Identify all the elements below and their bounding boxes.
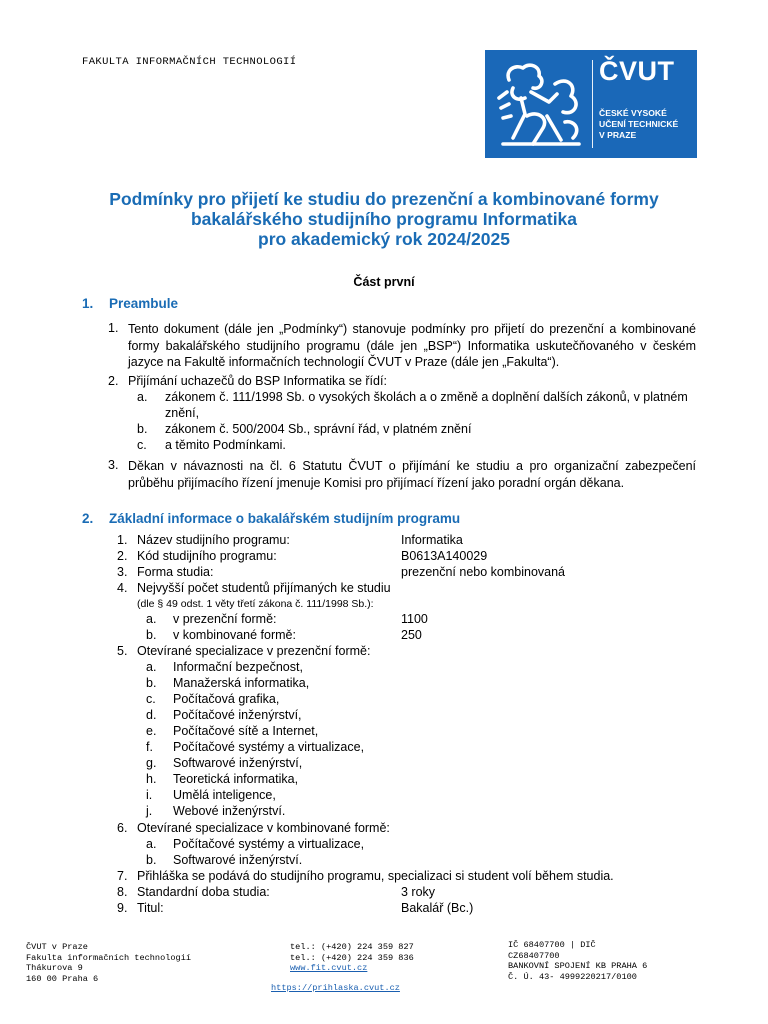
section-heading-preambule	[82, 296, 682, 314]
logo-subtitle	[599, 108, 678, 141]
footer-line: 160 00 Praha 6	[26, 973, 99, 984]
info-value: prezenční nebo kombinovaná	[401, 565, 566, 579]
info-value: B0613A140029	[401, 549, 488, 563]
info-value: 250	[401, 628, 422, 642]
footer-ids	[508, 940, 647, 982]
section-heading-basic-info	[82, 511, 682, 529]
sub-letter: h.	[146, 772, 157, 786]
paragraph-line: Děkan v návaznosti na čl. 6 Statutu ČVUT o přijímání ke studiu a pro organizační zabezpečení	[128, 459, 696, 473]
list-number: 2.	[108, 374, 119, 388]
info-label: Název studijního programu:	[137, 533, 290, 547]
footer-web-link[interactable]: www.fit.cvut.cz	[290, 963, 368, 973]
specialization-item: Počítačové systémy a virtualizace,	[173, 740, 365, 754]
info-value: 3 roky	[401, 885, 436, 899]
sub-text: zákonem č. 111/1998 Sb. o vysokých školách a o změně a doplnění dalších zákonů, v platném	[165, 390, 688, 404]
footer-phone: tel.: (+420) 224 359 827	[290, 942, 414, 952]
footer-line: BANKOVNÍ SPOJENÍ KB PRAHA 6	[508, 961, 648, 971]
list-number: 8.	[117, 885, 128, 899]
logo-subtitle-line: V PRAZE	[599, 130, 637, 140]
cvut-lion-icon	[491, 58, 587, 150]
specialization-item: Manažerská informatika,	[173, 676, 310, 690]
logo-divider	[592, 60, 593, 148]
section-title: Základní informace o bakalářském studijním programu	[109, 511, 461, 526]
specialization-item: Informační bezpečnost,	[173, 660, 303, 674]
list-number: 7.	[117, 869, 128, 883]
logo-subtitle-line: UČENÍ TECHNICKÉ	[599, 119, 679, 129]
specialization-item: Počítačová grafika,	[173, 692, 280, 706]
paragraph-line: Tento dokument (dále jen „Podmínky“) stanovuje podmínky pro přijetí do prezenční a kombinované	[128, 322, 696, 336]
info-value: Informatika	[401, 533, 463, 547]
specialization-item: Počítačové inženýrství,	[173, 708, 302, 722]
sub-letter: i.	[146, 788, 153, 802]
title-line: bakalářského studijního programu Informatika	[190, 209, 578, 229]
list-number: 5.	[117, 644, 128, 658]
footer-line: IČ 68407700 | DIČ	[508, 940, 596, 950]
part-heading: Část první	[353, 275, 415, 289]
sub-letter: j.	[146, 804, 153, 818]
footer-phone: tel.: (+420) 224 359 836	[290, 952, 414, 963]
footer-line: Fakulta informačních technologií	[26, 952, 192, 963]
sub-letter: a.	[146, 837, 157, 851]
list-number: 3.	[108, 458, 119, 472]
footer-line: Č. Ú. 43- 4999220217/0100	[508, 971, 637, 982]
specialization-item: Softwarové inženýrství.	[173, 853, 303, 867]
footer-line: CZ68407700	[508, 950, 560, 961]
sub-letter: b.	[146, 676, 157, 690]
list-number: 1.	[108, 321, 119, 335]
sub-letter: b.	[146, 853, 157, 867]
sub-letter: d.	[146, 708, 157, 722]
application-link[interactable]: https://prihlaska.cvut.cz	[271, 983, 400, 993]
info-value: Bakalář (Bc.)	[401, 901, 474, 915]
sub-letter: g.	[146, 756, 157, 770]
footer-line: ČVUT v Praze	[26, 942, 88, 952]
paragraph-line: jazyce na Fakultě informačních technologií ČVUT v Praze (dále jen „Fakulta“).	[128, 355, 560, 370]
info-label: Otevírané specializace v kombinované formě:	[137, 821, 390, 835]
sub-letter: b.	[146, 628, 157, 642]
list-number: 3.	[117, 565, 128, 579]
sub-letter: f.	[146, 740, 153, 754]
section-number: 2.	[82, 511, 94, 526]
specialization-item: Počítačové systémy a virtualizace,	[173, 837, 365, 851]
footer-line: Thákurova 9	[26, 963, 83, 973]
info-label: Titul:	[137, 901, 164, 915]
footer-address	[26, 942, 191, 984]
specialization-item: Počítačové sítě a Internet,	[173, 724, 319, 738]
sub-text: a těmito Podmínkami.	[165, 438, 286, 452]
list-number: 4.	[117, 581, 128, 595]
sub-text: zákonem č. 500/2004 Sb., správní řád, v platném znění	[165, 422, 472, 436]
info-label: Přihláška se podává do studijního programu, specializaci si student volí během studia.	[137, 869, 614, 883]
sub-letter: a.	[146, 612, 157, 626]
logo-wordmark: ČVUT	[599, 56, 675, 86]
cvut-logo	[485, 50, 697, 158]
specialization-item: Umělá inteligence,	[173, 788, 276, 802]
sub-letter: e.	[146, 724, 157, 738]
paragraph-line: průběhu přijímacího řízení jmenuje Komisi pro přijímací řízení jako poradní orgán děkana.	[128, 475, 625, 490]
info-label: Standardní doba studia:	[137, 885, 270, 899]
sub-letter: b.	[137, 422, 148, 436]
info-label: Otevírané specializace v prezenční formě:	[137, 644, 371, 658]
sub-letter: a.	[137, 390, 148, 404]
faculty-header: FAKULTA INFORMAČNÍCH TECHNOLOGIÍ	[82, 56, 297, 68]
sub-letter: a.	[146, 660, 157, 674]
list-text: Přijímání uchazečů do BSP Informatika se řídí:	[128, 374, 387, 388]
sub-text: znění,	[165, 406, 200, 420]
document-title	[40, 189, 728, 249]
info-label: v kombinované formě:	[173, 628, 296, 642]
section-number: 1.	[82, 296, 94, 311]
info-label: Nejvyšší počet studentů přijímaných ke studiu	[137, 581, 391, 595]
info-note: (dle § 49 odst. 1 věty třetí zákona č. 111/1998 Sb.):	[137, 598, 374, 610]
paragraph-line: formy bakalářského studijního programu (dále jen „BSP“) Informatika uskutečňovaného v českém	[128, 338, 696, 353]
info-value: 1100	[401, 612, 428, 626]
title-line: pro akademický rok 2024/2025	[258, 229, 510, 249]
list-number: 9.	[117, 901, 128, 915]
sub-letter: c.	[137, 438, 147, 452]
specialization-item: Softwarové inženýrství,	[173, 756, 303, 770]
specialization-item: Teoretická informatika,	[173, 772, 299, 786]
footer-contact	[290, 942, 414, 974]
specialization-item: Webové inženýrství.	[173, 804, 286, 818]
list-number: 6.	[117, 821, 128, 835]
logo-subtitle-line: ČESKÉ VYSOKÉ	[599, 108, 667, 118]
info-label: v prezenční formě:	[173, 612, 277, 626]
sub-letter: c.	[146, 692, 156, 706]
info-label: Kód studijního programu:	[137, 549, 277, 563]
list-number: 2.	[117, 549, 128, 563]
title-line: Podmínky pro přijetí ke studiu do prezenční a kombinované formy	[109, 189, 659, 209]
list-number: 1.	[117, 533, 128, 547]
section-title: Preambule	[109, 296, 179, 311]
info-label: Forma studia:	[137, 565, 214, 579]
